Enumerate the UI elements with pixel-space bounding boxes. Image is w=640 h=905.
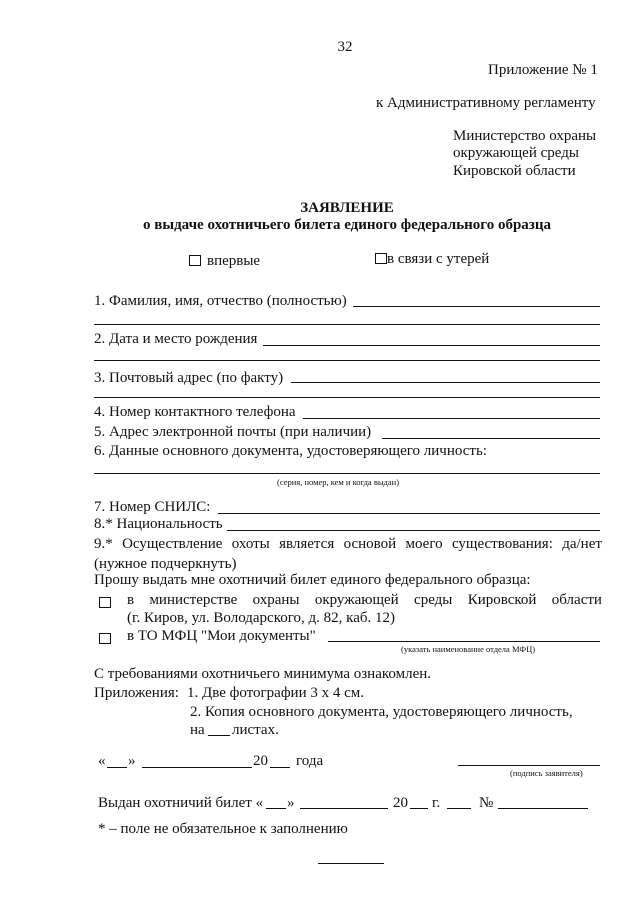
word: существования:: [451, 536, 553, 552]
bottom-divider: [318, 863, 384, 864]
word: моего: [405, 536, 443, 552]
snils-input-line[interactable]: [218, 513, 600, 514]
word: Кировской: [467, 592, 537, 608]
footnote: * – поле не обязательное к заполнению: [98, 821, 348, 837]
postal-address-input-line[interactable]: [291, 382, 600, 383]
word: охоты: [231, 536, 270, 552]
hunting-livelihood-question: [94, 537, 602, 552]
first-time-option[interactable]: [189, 254, 260, 269]
issued-extra-input-line[interactable]: [447, 808, 471, 809]
word: 9.*: [94, 536, 113, 552]
issued-year-input-line[interactable]: [410, 808, 428, 809]
document-title: ЗАЯВЛЕНИЕ: [300, 200, 394, 216]
year-suffix: года: [296, 753, 324, 769]
first-time-label: впервые: [207, 253, 261, 269]
word: Осуществление: [122, 536, 223, 552]
mfc-name-caption: (указать наименование отдела МФЦ): [401, 644, 536, 654]
word: министерстве: [149, 592, 238, 608]
id-document-input-line[interactable]: [94, 473, 600, 474]
ministry-address: (г. Киров, ул. Володарского, д. 82, каб. 12): [127, 610, 395, 626]
word: является: [279, 536, 335, 552]
ministry-option-text: [127, 593, 602, 608]
issued-number-sign: №: [479, 795, 494, 811]
attachment-sheets-prefix: на: [190, 722, 205, 738]
signature-input-line[interactable]: [458, 765, 600, 766]
phone-input-line[interactable]: [303, 418, 600, 419]
word: охраны: [252, 592, 300, 608]
full-name-label: 1. Фамилия, имя, отчество (полностью): [94, 293, 347, 309]
addressee-line-3: Кировской области: [453, 163, 576, 179]
birth-input-line-2[interactable]: [94, 360, 600, 361]
mfc-option-checkbox[interactable]: [99, 633, 111, 644]
mfc-option-label: в ТО МФЦ "Мои документы": [127, 628, 316, 644]
first-time-checkbox[interactable]: [189, 255, 201, 266]
attachment-sheets-suffix: листах.: [232, 722, 279, 738]
word: области: [551, 592, 602, 608]
issued-year-suffix: г.: [432, 795, 441, 811]
mfc-name-input-line[interactable]: [328, 641, 600, 642]
postal-address-label: 3. Почтовый адрес (по факту): [94, 370, 284, 386]
issued-number-input-line[interactable]: [498, 808, 588, 809]
ministry-option-checkbox[interactable]: [99, 597, 111, 608]
snils-label: 7. Номер СНИЛС:: [94, 499, 211, 515]
regulation-label: к Административному регламенту: [376, 95, 596, 111]
acknowledgement-text: С требованиями охотничьего минимума ознакомлен.: [94, 666, 432, 682]
underline-note: (нужное подчеркнуть): [94, 556, 237, 572]
postal-address-input-line-2[interactable]: [94, 397, 600, 398]
month-input-line[interactable]: [142, 767, 252, 768]
date-quote-close: »: [128, 753, 136, 769]
issued-quote-close: »: [287, 795, 295, 811]
nationality-input-line[interactable]: [227, 530, 600, 531]
yes-no-choice[interactable]: да/нет: [562, 536, 602, 552]
issued-month-input-line[interactable]: [300, 808, 388, 809]
birth-label: 2. Дата и место рождения: [94, 331, 258, 347]
document-subtitle: о выдаче охотничьего билета единого федерального образца: [143, 217, 551, 233]
appendix-label: Приложение № 1: [488, 62, 598, 78]
year-prefix: 20: [253, 753, 268, 769]
word: в: [127, 592, 135, 608]
page-number: 32: [337, 39, 353, 55]
issued-label: Выдан охотничий билет «: [98, 795, 264, 811]
loss-option[interactable]: [375, 252, 489, 267]
day-input-line[interactable]: [107, 767, 127, 768]
loss-label: в связи с утерей: [387, 251, 490, 267]
issued-year-prefix: 20: [393, 795, 408, 811]
year-input-line[interactable]: [270, 767, 290, 768]
email-input-line[interactable]: [382, 438, 600, 439]
full-name-input-line[interactable]: [353, 306, 600, 307]
attachments-label: Приложения:: [94, 685, 179, 701]
word: среды: [414, 592, 453, 608]
issued-day-input-line[interactable]: [266, 808, 286, 809]
nationality-label: 8.* Национальность: [94, 516, 223, 532]
addressee-line-2: окружающей среды: [453, 145, 579, 161]
loss-checkbox[interactable]: [375, 253, 387, 264]
sheets-count-input-line[interactable]: [208, 735, 230, 736]
birth-input-line[interactable]: [263, 345, 600, 346]
attachment-item-1: 1. Две фотографии 3 х 4 см.: [187, 685, 364, 701]
id-document-caption: (серия, номер, кем и когда выдан): [277, 477, 400, 487]
date-quote-open: «: [98, 753, 106, 769]
id-document-label: 6. Данные основного документа, удостоверяющего личность:: [94, 443, 487, 459]
request-text: Прошу выдать мне охотничий билет единого федерального образца:: [94, 572, 531, 588]
addressee-line-1: Министерство охраны: [453, 128, 597, 144]
word: основой: [343, 536, 397, 552]
signature-caption: (подпись заявителя): [510, 768, 583, 778]
phone-label: 4. Номер контактного телефона: [94, 404, 296, 420]
word: окружающей: [314, 592, 399, 608]
full-name-input-line-2[interactable]: [94, 324, 600, 325]
attachment-item-2: 2. Копия основного документа, удостоверяющего личность,: [190, 704, 573, 720]
email-label: 5. Адрес электронной почты (при наличии): [94, 424, 372, 440]
